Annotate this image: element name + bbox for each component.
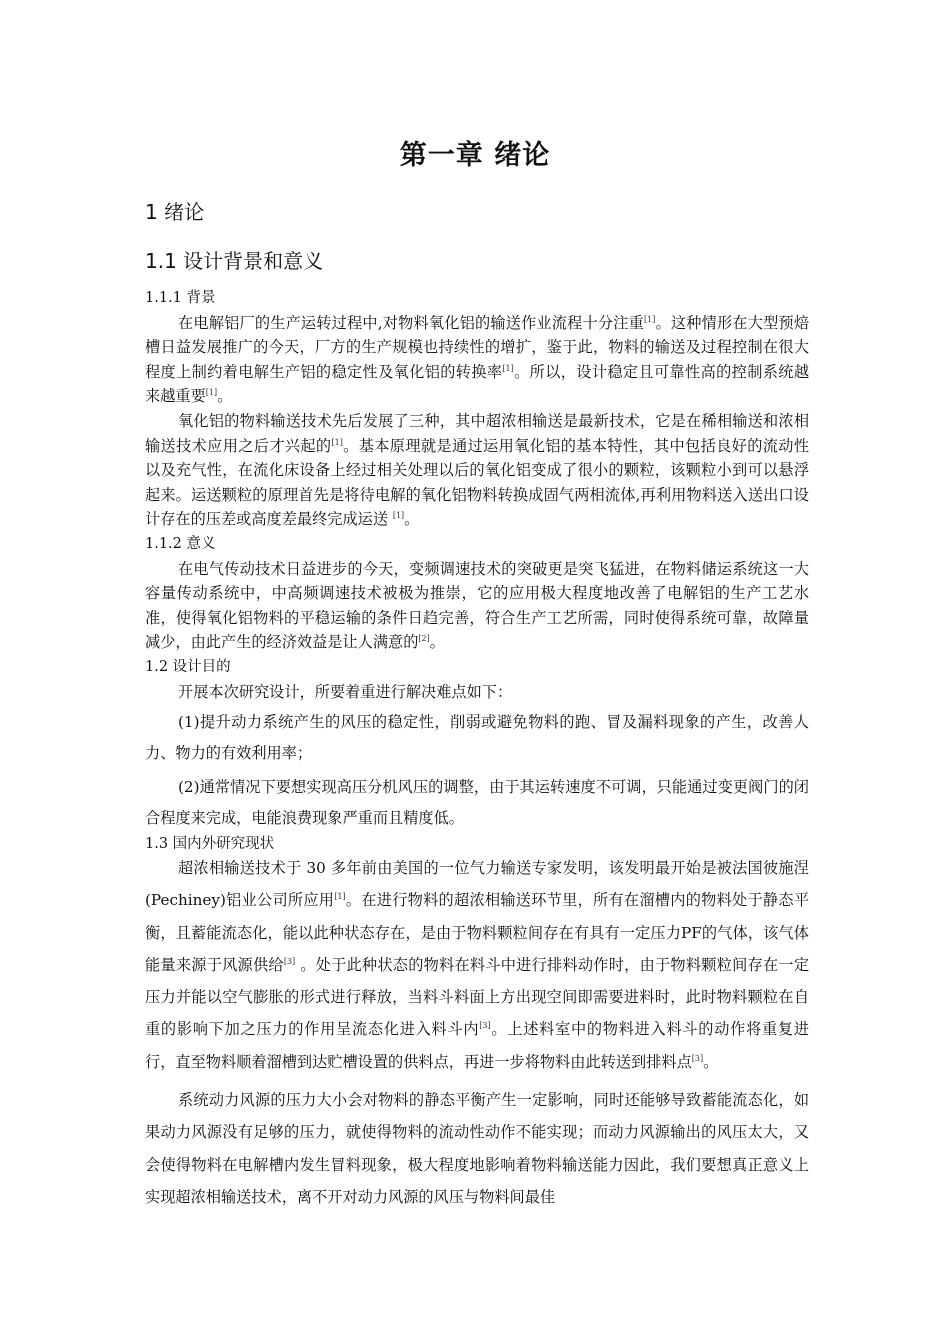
citation: [1] [334, 892, 346, 902]
paragraph: 超浓相输送技术于 30 多年前由美国的一位气力输送专家发明，该发明最开始是被法国彼施涅(Pechiney)铝业公司所应用[1]。在进行物料的超浓相输送环节里，所有在溜槽内的物料处于静态平衡，且蓄能流态化，能以此种状态存在，是由于物料颗粒间存在有具有一定压力PF的气体，该气体能量来源于风源供给[3] 。处于此种状态的物料在料斗中进行排料动作时，由于物料颗粒间存在一定压力并能以空气膨胀的形式进行释放，当料斗料面上方出现空间即需要进料时，此时物料颗粒在自重的影响下加之压力的作用呈流态化进入料斗内[3]。上述料室中的物料进入料斗的动作将重复进行，直至物料顺着溜槽到达贮槽设置的供料点，再进一步将物料由此转送到排料点[3]。 [145, 859, 810, 1071]
paragraph: 开展本次研究设计，所要着重进行解决难点如下： [178, 682, 513, 701]
section-1-3: 1.3 国内外研究现状 [145, 836, 275, 852]
paragraph: 在电解铝厂的生产运转过程中,对物料氧化铝的输送作业流程十分注重[1]。这种情形在大型预焙槽日益发展推广的今天，厂方的生产规模也持续性的增扩，鉴于此，物料的输送及过程控制在很大程度上制约着电解生产铝的稳定性及氧化铝的转换率[1]。所以，设计稳定且可靠性高的控制系统越来越重要[1]。 [145, 313, 810, 406]
section-1-2: 1.2 设计目的 [145, 658, 231, 675]
citation: [3] [283, 956, 296, 966]
citation: [1] [644, 314, 656, 324]
body-text-block-2 [145, 707, 809, 834]
citation: [3] [691, 1053, 704, 1063]
chapter-title: 第一章 绪论 [399, 140, 551, 171]
citation: [1] [331, 437, 343, 447]
citation: [2] [418, 634, 430, 644]
citation: [3] [479, 1021, 491, 1031]
citation: [1] [205, 388, 218, 398]
section-heading-1-1: 1.1 设计背景和意义 [145, 249, 324, 273]
citation: [1] [392, 511, 405, 521]
body-text-block-1 [145, 286, 809, 704]
body-text-block-3 [145, 852, 809, 1213]
paragraph: 系统动力风源的压力大小会对物料的静态平衡产生一定影响，同时还能够导致蓄能流态化，如果动力风源没有足够的压力，就使得物料的流动性动作不能实现；而动力风源输出的风压太大，又会使得物料在电解槽内发生冒料现象，极大程度地影响着物料输送能力因此，我们要想真正意义上实现超浓相输送技术，离不开对动力风源的风压与物料间最佳 [145, 1091, 809, 1206]
subsection-1-1-1: 1.1.1 背景 [145, 290, 216, 306]
list-item-1: (1)提升动力系统产生的风压的稳定性，削弱或避免物料的跑、冒及漏料现象的产生，改善人力、物力的有效利用率； [145, 713, 809, 762]
subsection-1-1-2: 1.1.2 意义 [145, 535, 216, 552]
paragraph: 在电气传动技术日益进步的今天，变频调速技术的突破更是突飞猛进，在物料储运系统这一大容量传动系统中，中高频调速技术被极为推崇，它的应用极大程度地改善了电解铝的生产工艺水准，使得氧化铝物料的平稳运输的条件日趋完善，符合生产工艺所需，同时使得系统可靠，故障量减少，由此产生的经济效益是让人满意的[2]。 [145, 559, 809, 652]
list-item-2: (2)通常情况下要想实现高压分机风压的调整，由于其运转速度不可调，只能通过变更阀门的闭合程度来完成，电能浪费现象严重而且精度低。 [145, 778, 809, 827]
paragraph: 氧化铝的物料输送技术先后发展了三种，其中超浓相输送是最新技术，它是在稀相输送和浓相输送技术应用之后才兴起的[1]。基本原理就是通过运用氧化铝的基本特性，其中包括良好的流动性以及充气性，在流化床设备上经过相关处理以后的氧化铝变成了很小的颗粒，该颗粒小到可以悬浮起来。运送颗粒的原理首先是将待电解的氧化铝物料转换成固气两相流体,再利用物料送入送出口设计存在的压差或高度差最终完成运送 [1]。 [145, 411, 810, 529]
citation: [1] [502, 363, 514, 373]
section-heading-1: 1 绪论 [145, 200, 205, 224]
